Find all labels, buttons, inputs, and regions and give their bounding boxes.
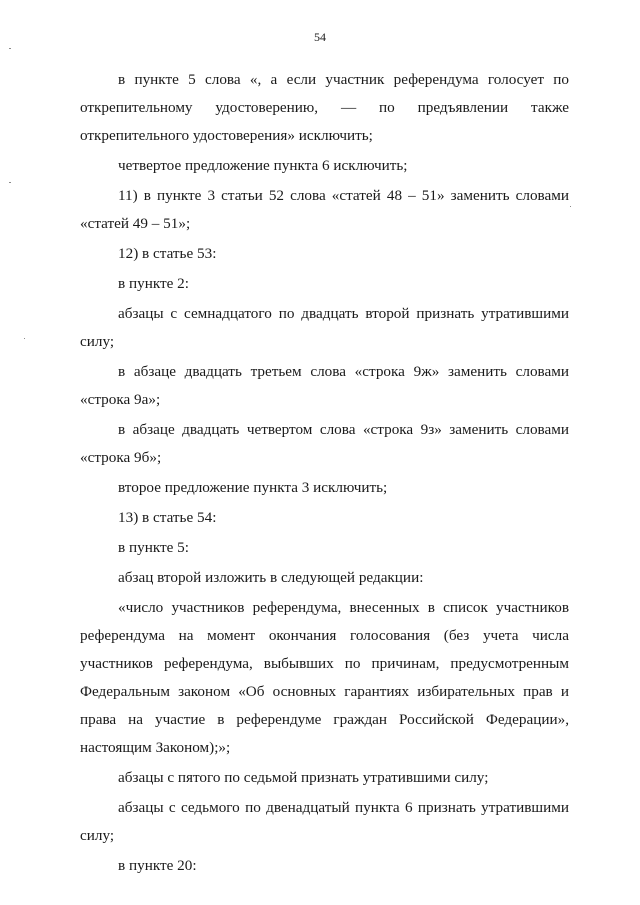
paragraph: четвертое предложение пункта 6 исключить; xyxy=(118,157,408,174)
paragraph: в пункте 20: xyxy=(118,857,197,874)
paragraph: 11) в пункте 3 статьи 52 слова «статей 48 – 51» заменить словами «статей 49 – 51»; xyxy=(80,187,569,232)
paragraph: в пункте 2: xyxy=(118,275,189,292)
scan-speck xyxy=(570,206,571,207)
scan-speck xyxy=(24,338,25,339)
scan-speck xyxy=(9,182,11,183)
paragraph: абзац второй изложить в следующей редакции: xyxy=(118,569,424,586)
paragraph: абзацы с семнадцатого по двадцать второй признать утратившими силу; xyxy=(80,305,569,350)
paragraph: абзацы с пятого по седьмой признать утратившими силу; xyxy=(118,769,489,786)
paragraph: 12) в статье 53: xyxy=(118,245,217,262)
paragraph: в пункте 5 слова «, а если участник референдума голосует по открепительному удостоверению, — по предъявлении также открепительного удостоверения» исключить; xyxy=(80,71,569,144)
paragraph: второе предложение пункта 3 исключить; xyxy=(118,479,388,496)
paragraph: в абзаце двадцать третьем слова «строка 9ж» заменить словами «строка 9а»; xyxy=(80,363,569,408)
paragraph: 13) в статье 54: xyxy=(118,509,217,526)
page-number: 54 xyxy=(314,30,326,44)
document-body xyxy=(80,66,569,880)
paragraph: «число участников референдума, внесенных в список участников референдума на момент окончания голосования (без учета числа участников референдума, выбывших по причинам, предусмотренным Федеральным законом «Об основных гарантиях избирательных прав и права на участие в референдуме граждан Российской Федерации», настоящим Законом);»; xyxy=(80,599,569,756)
paragraph: в пункте 5: xyxy=(118,539,189,556)
paragraph: в абзаце двадцать четвертом слова «строка 9з» заменить словами «строка 9б»; xyxy=(80,421,569,466)
paragraph: абзацы с седьмого по двенадцатый пункта 6 признать утратившими силу; xyxy=(80,799,569,844)
scan-speck xyxy=(9,48,11,49)
